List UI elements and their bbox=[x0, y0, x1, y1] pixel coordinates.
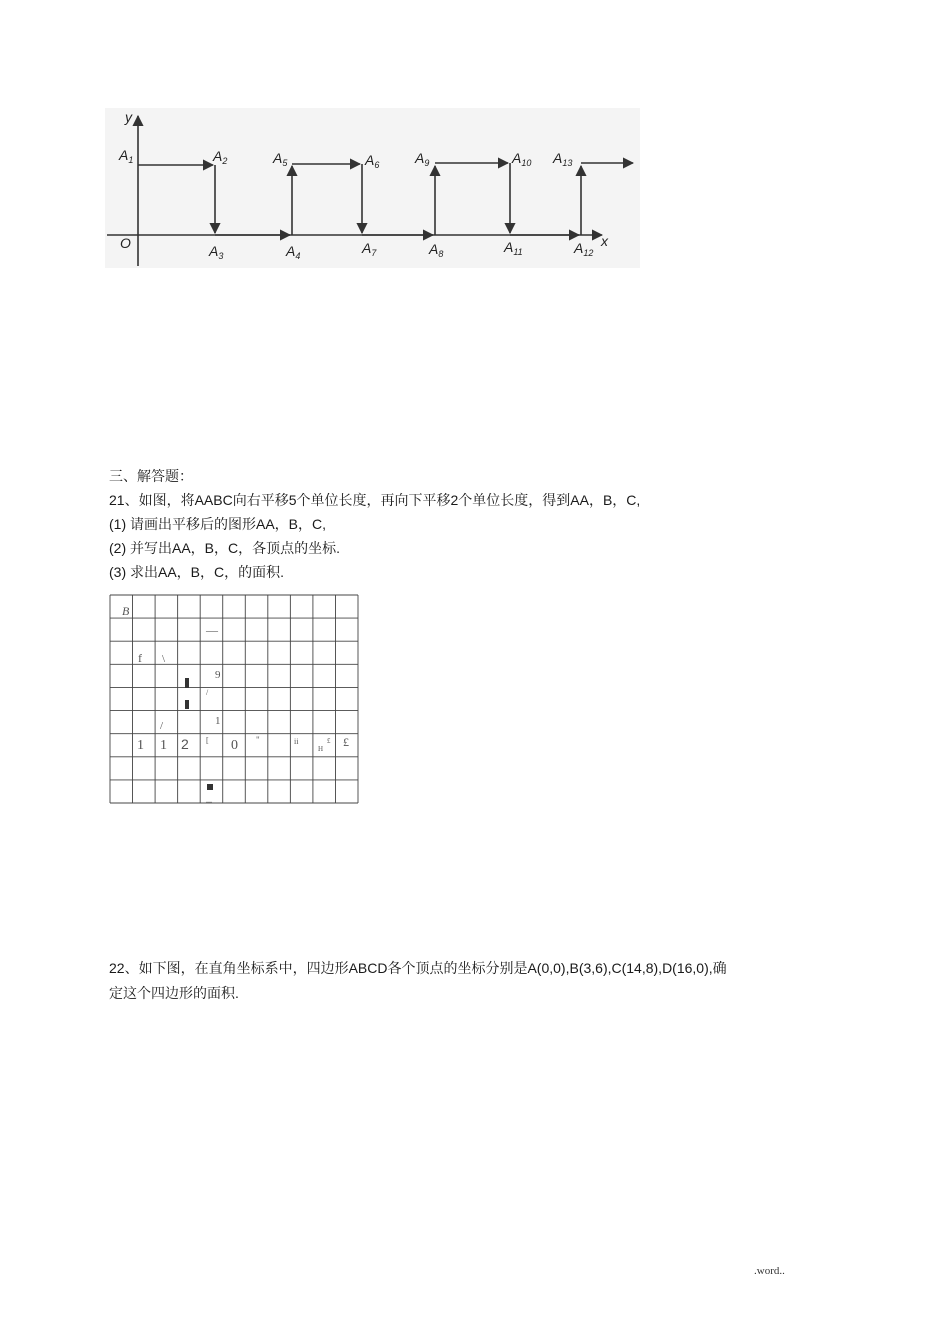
q21-part2: (2) 并写出AA，B，C，各顶点的坐标. bbox=[109, 540, 341, 556]
staircase-figure bbox=[105, 108, 640, 268]
grid-mark: ii bbox=[294, 737, 299, 746]
origin-label: O bbox=[120, 235, 131, 251]
point-label: $A_9$ bbox=[415, 150, 430, 168]
grid-mark: 9 bbox=[215, 669, 221, 681]
grid-dark-mark bbox=[185, 678, 189, 688]
point-label: $A_{11}$ bbox=[504, 239, 523, 257]
q21-part3: (3) 求出AA，B，C，的面积. bbox=[109, 564, 285, 580]
grid-mark: 1 bbox=[137, 738, 144, 753]
grid-mark: £ bbox=[343, 735, 349, 749]
grid-mark: " bbox=[256, 735, 260, 745]
grid-mark: H bbox=[318, 745, 324, 753]
q22-line2: 定这个四边形的面积. bbox=[109, 985, 239, 1001]
y-axis-label: y bbox=[125, 109, 132, 125]
section-heading: 三、解答题： bbox=[109, 468, 193, 484]
q21-stem: 21、如图，将AABC向右平移5个单位长度，再向下平移2个单位长度，得到AA，B，C, bbox=[109, 492, 641, 508]
grid-mark: [ bbox=[206, 736, 209, 745]
point-label: $A_3$ bbox=[209, 243, 224, 261]
grid-mark: f bbox=[138, 651, 142, 665]
grid-mark: \ bbox=[162, 653, 166, 665]
grid-mark: 2 bbox=[181, 736, 189, 752]
point-label: $A_6$ bbox=[365, 152, 380, 170]
grid-mark: / bbox=[206, 688, 209, 697]
point-label: $A_4$ bbox=[286, 243, 301, 261]
grid-mark: 0 bbox=[231, 738, 238, 753]
grid-mark: — bbox=[206, 623, 218, 637]
grid-mark: B bbox=[122, 604, 130, 618]
point-label: $A_5$ bbox=[273, 150, 288, 168]
grid-mark: 1 bbox=[215, 715, 221, 727]
point-label: $A_1$ bbox=[119, 147, 134, 165]
grid-mark: £ bbox=[327, 737, 331, 745]
grid-dark-mark bbox=[185, 700, 189, 709]
point-label: $A_{10}$ bbox=[512, 150, 532, 168]
grid-figure bbox=[109, 594, 359, 804]
point-label: $A_{13}$ bbox=[553, 150, 573, 168]
grid-mark: 1 bbox=[160, 738, 167, 753]
q22-line1: 22、如下图，在直角坐标系中，四边形ABCD各个顶点的坐标分别是A(0,0),B(3,6),C(14,8),D(16,0),确 bbox=[109, 960, 727, 976]
grid-mark: / bbox=[160, 720, 164, 732]
point-label: $A_7$ bbox=[362, 240, 377, 258]
point-label: $A_2$ bbox=[213, 148, 228, 166]
point-label: $A_{12}$ bbox=[574, 240, 594, 258]
x-axis-label: x bbox=[601, 233, 608, 249]
footer-note: .word.. bbox=[754, 1265, 785, 1277]
q21-part1: (1) 请画出平移后的图形AA，B，C, bbox=[109, 516, 327, 532]
grid-mark: ... bbox=[206, 796, 212, 804]
point-label: $A_8$ bbox=[429, 241, 444, 259]
grid-dark-mark bbox=[207, 784, 213, 790]
